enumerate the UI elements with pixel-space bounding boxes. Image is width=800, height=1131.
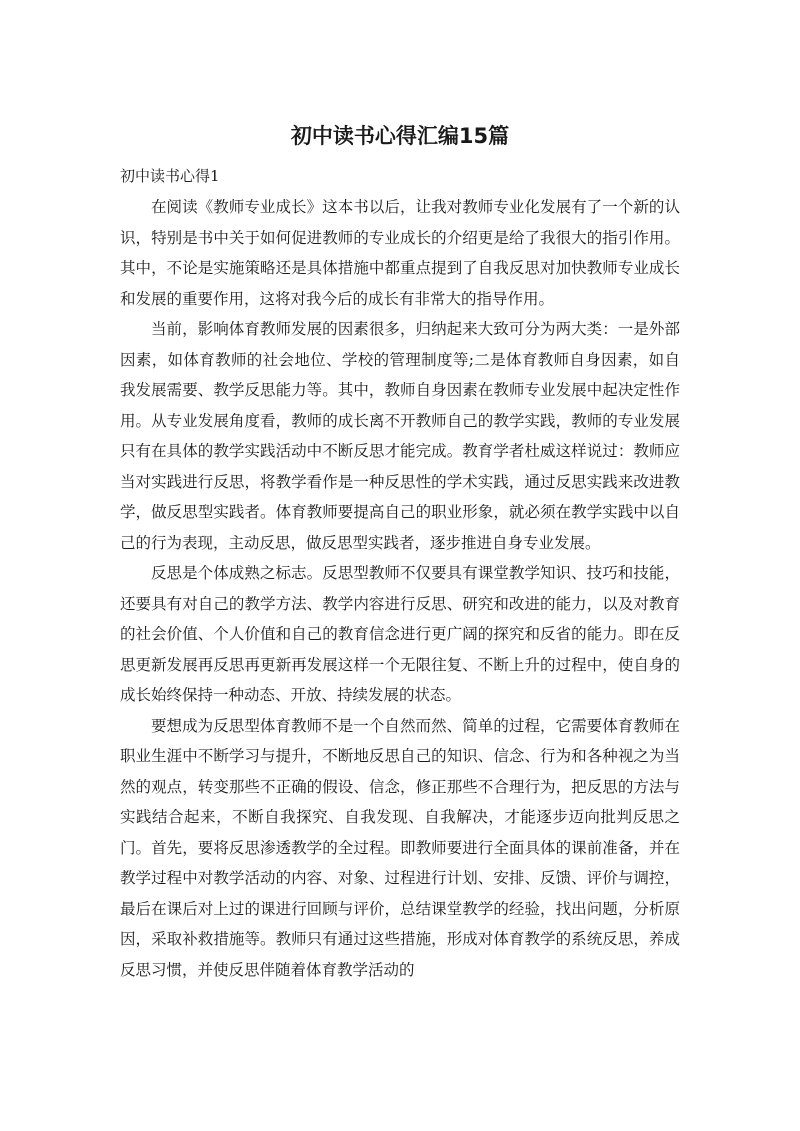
document-body [120,160,680,985]
paragraph-2: 当前，影响体育教师发展的因素很多，归纳起来大致可分为两大类：一是外部因素，如体育教师的社会地位、学校的管理制度等;二是体育教师自身因素，如自我发展需要、教学反思能力等。其中，教师自身因素在教师专业发展中起决定性作用。从专业发展角度看，教师的成长离不开教师自己的教学实践，教师的专业发展只有在具体的教学实践活动中不断反思才能完成。教育学者杜威这样说过：教师应当对实践进行反思，将教学看作是一种反思性的学术实践，通过反思实践来改进教学，做反思型实践者。体育教师要提高自己的职业形象，就必须在教学实践中以自己的行为表现，主动反思，做反思型实践者，逐步推进自身专业发展。 [120,320,680,552]
document-title: 初中读书心得汇编15篇 [290,124,510,148]
paragraph-1: 在阅读《教师专业成长》这本书以后，让我对教师专业化发展有了一个新的认识，特别是书中关于如何促进教师的专业成长的介绍更是给了我很大的指引作用。其中，不论是实施策略还是具体措施中都重点提到了自我反思对加快教师专业成长和发展的重要作用，这将对我今后的成长有非常大的指导作用。 [120,198,680,308]
document-page [120,0,680,1131]
paragraph-3: 反思是个体成熟之标志。反思型教师不仅要具有课堂教学知识、技巧和技能，还要具有对自己的教学方法、教学内容进行反思、研究和改进的能力，以及对教育的社会价值、个人价值和自己的教育信念进行更广阔的探究和反省的能力。即在反思更新发展再反思再更新再发展这样一个无限往复、不断上升的过程中，使自身的成长始终保持一种动态、开放、持续发展的状态。 [120,564,680,704]
section-heading: 初中读书心得1 [120,167,220,185]
paragraph-4: 要想成为反思型体育教师不是一个自然而然、简单的过程，它需要体育教师在职业生涯中不断学习与提升，不断地反思自己的知识、信念、行为和各种视之为当然的观点，转变那些不正确的假设、信念，修正那些不合理行为，把反思的方法与实践结合起来，不断自我探究、自我发现、自我解决，才能逐步迈向批判反思之门。首先，要将反思渗透教学的全过程。即教师要进行全面具体的课前准备，并在教学过程中对教学活动的内容、对象、过程进行计划、安排、反馈、评价与调控，最后在课后对上过的课进行回顾与评价，总结课堂教学的经验，找出问题，分析原因，采取补救措施等。教师只有通过这些措施，形成对体育教学的系统反思，养成反思习惯，并使反思伴随着体育教学活动的 [120,716,680,979]
